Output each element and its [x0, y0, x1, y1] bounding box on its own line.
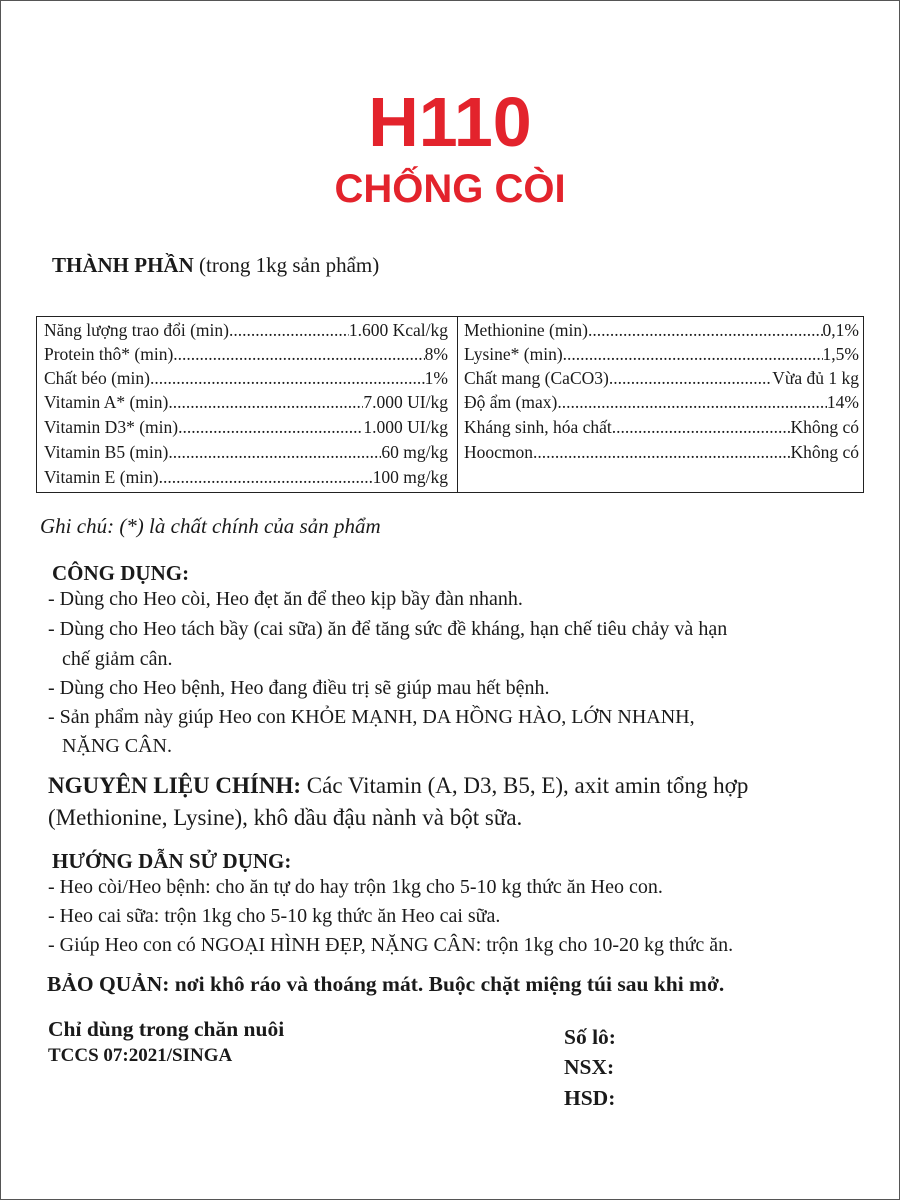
composition-row: [464, 390, 859, 414]
row-value: 14%: [826, 392, 859, 412]
expiry-date-label: HSD:: [564, 1086, 616, 1110]
row-value: Vừa đủ 1 kg: [772, 368, 859, 388]
composition-row: [464, 318, 859, 342]
row-label: Kháng sinh, hóa chất: [464, 417, 612, 437]
uses-line: NẶNG CÂN.: [62, 735, 172, 757]
leader-dots: [178, 415, 363, 439]
manufacture-date-label: NSX:: [564, 1055, 615, 1079]
product-code: H110: [368, 83, 532, 161]
leader-dots: [150, 366, 425, 390]
composition-row: [44, 440, 448, 464]
composition-right-column: [458, 317, 863, 492]
uses-line: - Sản phẩm này giúp Heo con KHỎE MẠNH, DA HỒNG HÀO, LỚN NHANH,: [48, 706, 695, 728]
uses-heading: CÔNG DỤNG:: [52, 561, 190, 585]
row-value: Không có: [790, 442, 859, 462]
row-label: Vitamin D3* (min): [44, 417, 179, 437]
row-label: Vitamin B5 (min): [44, 442, 169, 462]
row-label: Năng lượng trao đổi (min): [44, 320, 229, 340]
uses-line: chế giảm cân.: [62, 648, 173, 670]
main-ingredients-heading: NGUYÊN LIỆU CHÍNH:: [48, 773, 302, 798]
row-label: Methionine (min): [464, 320, 588, 340]
row-value: 60 mg/kg: [381, 442, 448, 462]
leader-dots: [229, 318, 349, 342]
composition-title: THÀNH PHẦN: [52, 253, 194, 277]
row-value: 0,1%: [822, 320, 859, 340]
row-label: Protein thô* (min): [44, 344, 174, 364]
standard-code: TCCS 07:2021/SINGA: [48, 1045, 233, 1066]
row-label: Vitamin E (min): [44, 467, 159, 487]
row-label: Chất béo (min): [44, 368, 150, 388]
row-value: 1.000 UI/kg: [363, 417, 448, 437]
product-name: CHỐNG CÒI: [334, 167, 566, 211]
composition-row: [464, 366, 859, 390]
leader-dots: [159, 465, 373, 489]
leader-dots: [168, 440, 381, 464]
composition-row: [464, 342, 859, 366]
leader-dots: [609, 366, 772, 390]
uses-line: - Dùng cho Heo tách bầy (cai sữa) ăn để tăng sức đề kháng, hạn chế tiêu chảy và hạn: [48, 618, 728, 640]
usage-line: - Giúp Heo con có NGOẠI HÌNH ĐẸP, NẶNG CÂN: trộn 1kg cho 10-20 kg thức ăn.: [48, 934, 734, 956]
composition-left-column: [37, 317, 458, 492]
composition-row: [44, 465, 448, 489]
uses-line: - Dùng cho Heo còi, Heo đẹt ăn để theo kịp bầy đàn nhanh.: [48, 588, 523, 610]
composition-row: [44, 415, 448, 439]
row-value: 7.000 UI/kg: [363, 392, 448, 412]
leader-dots: [168, 390, 363, 414]
row-label: Độ ẩm (max): [464, 392, 558, 412]
batch-number-label: Số lô:: [564, 1025, 616, 1049]
composition-row: [44, 366, 448, 390]
composition-row: [44, 390, 448, 414]
footnote: Ghi chú: (*) là chất chính của sản phẩm: [40, 514, 381, 538]
main-ingredients: [48, 770, 868, 834]
row-label: Chất mang (CaCO3): [464, 368, 609, 388]
leader-dots: [173, 342, 424, 366]
row-value: 1%: [424, 368, 448, 388]
leader-dots: [533, 440, 790, 464]
composition-subtitle: (trong 1kg sản phẩm): [193, 253, 380, 277]
composition-table: [36, 316, 864, 493]
row-label: Lysine* (min): [464, 344, 563, 364]
leader-dots: [557, 390, 827, 414]
leader-dots: [563, 342, 823, 366]
leader-dots: [612, 415, 791, 439]
usage-line: - Heo cai sữa: trộn 1kg cho 5-10 kg thức ăn Heo cai sữa.: [48, 905, 501, 927]
composition-row: [464, 415, 859, 439]
row-value: 1.600 Kcal/kg: [348, 320, 448, 340]
uses-line: - Dùng cho Heo bệnh, Heo đang điều trị sẽ giúp mau hết bệnh.: [48, 677, 550, 699]
row-value: 100 mg/kg: [372, 467, 448, 487]
leader-dots: [588, 318, 823, 342]
composition-heading: [52, 252, 379, 278]
row-value: Không có: [790, 417, 859, 437]
composition-row: [44, 342, 448, 366]
usage-restriction: Chỉ dùng trong chăn nuôi: [48, 1017, 285, 1041]
storage-instructions: BẢO QUẢN: nơi khô ráo và thoáng mát. Buộc chặt miệng túi sau khi mở.: [47, 972, 725, 996]
composition-row: [44, 318, 448, 342]
row-value: 8%: [424, 344, 448, 364]
row-label: Vitamin A* (min): [44, 392, 169, 412]
row-value: 1,5%: [822, 344, 859, 364]
main-ingredients-text: Các Vitamin (A, D3, B5, E), axit amin tổng hợp (Methionine, Lysine), khô dầu đậu nành và bột sữa.: [48, 773, 749, 830]
usage-line: - Heo còi/Heo bệnh: cho ăn tự do hay trộn 1kg cho 5-10 kg thức ăn Heo con.: [48, 876, 663, 898]
usage-heading: HƯỚNG DẪN SỬ DỤNG:: [52, 849, 292, 873]
composition-row: [464, 440, 859, 464]
row-label: Hoocmon: [464, 442, 534, 462]
